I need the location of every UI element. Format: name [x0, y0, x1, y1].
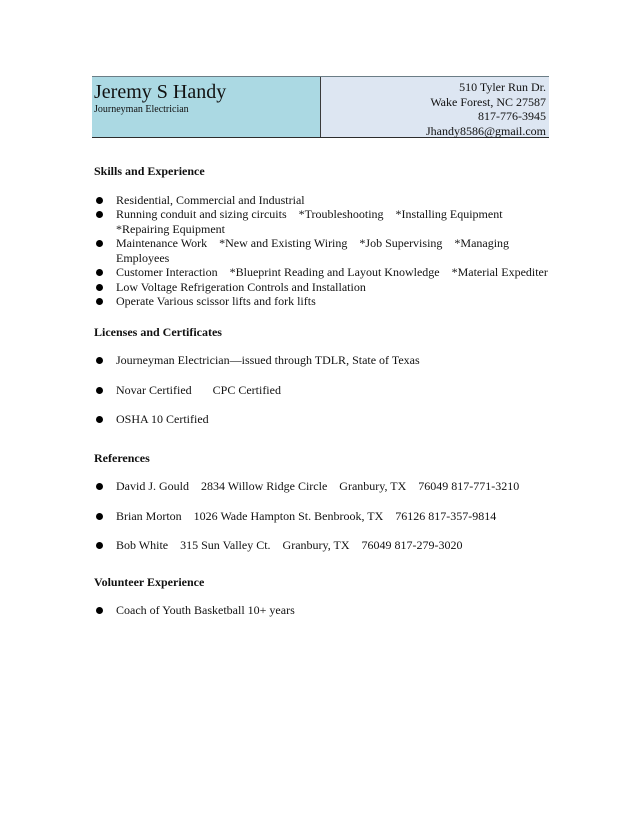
- address-line-1: 510 Tyler Run Dr.: [459, 80, 546, 94]
- licenses-list: [94, 353, 554, 427]
- bullet-icon: [96, 513, 103, 520]
- list-item: Novar Certified CPC Certified: [94, 383, 554, 398]
- list-item: OSHA 10 Certified: [94, 412, 554, 427]
- bullet-icon: [96, 284, 103, 291]
- skills-heading: Skills and Experience: [94, 164, 205, 178]
- bullet-icon: [96, 607, 103, 614]
- bullet-icon: [96, 211, 103, 218]
- bullet-icon: [96, 197, 103, 204]
- candidate-title: Journeyman Electrician: [94, 104, 189, 115]
- bullet-icon: [96, 357, 103, 364]
- bullet-icon: [96, 240, 103, 247]
- list-item: Running conduit and sizing circuits *Troubleshooting *Installing Equipment *Repairing Equipment: [94, 207, 554, 236]
- bullet-icon: [96, 269, 103, 276]
- list-item: Brian Morton 1026 Wade Hampton St. Benbrook, TX 76126 817-357-9814: [94, 509, 554, 524]
- bullet-icon: [96, 542, 103, 549]
- list-item: Bob White 315 Sun Valley Ct. Granbury, TX 76049 817-279-3020: [94, 538, 554, 553]
- list-item: Operate Various scissor lifts and fork lifts: [94, 294, 554, 309]
- header-contact-panel: [321, 77, 549, 137]
- bullet-icon: [96, 387, 103, 394]
- volunteer-list: [94, 603, 554, 618]
- references-heading: References: [94, 450, 150, 465]
- volunteer-heading: Volunteer Experience: [94, 574, 205, 589]
- list-item: Low Voltage Refrigeration Controls and Installation: [94, 280, 554, 295]
- bullet-icon: [96, 483, 103, 490]
- bullet-icon: [96, 416, 103, 423]
- email-address: Jhandy8586@gmail.com: [425, 123, 546, 138]
- list-item: Journeyman Electrician—issued through TDLR, State of Texas: [94, 353, 554, 368]
- bullet-icon: [96, 298, 103, 305]
- list-item: Coach of Youth Basketball 10+ years: [94, 603, 554, 618]
- phone-number: 817-776-3945: [478, 109, 546, 123]
- licenses-heading: Licenses and Certificates: [94, 324, 222, 339]
- list-item: Maintenance Work *New and Existing Wiring *Job Supervising *Managing Employees: [94, 236, 554, 265]
- list-item: Residential, Commercial and Industrial: [94, 193, 554, 208]
- header-name-panel: [92, 77, 321, 137]
- list-item: Customer Interaction *Blueprint Reading and Layout Knowledge *Material Expediter: [94, 265, 554, 280]
- resume-header: [92, 76, 549, 138]
- candidate-name: Jeremy S Handy: [94, 81, 227, 103]
- resume-body: [94, 164, 554, 618]
- address-line-2: Wake Forest, NC 27587: [430, 94, 546, 109]
- skills-list: [94, 193, 554, 309]
- references-list: [94, 479, 554, 553]
- list-item: David J. Gould 2834 Willow Ridge Circle Granbury, TX 76049 817-771-3210: [94, 479, 554, 494]
